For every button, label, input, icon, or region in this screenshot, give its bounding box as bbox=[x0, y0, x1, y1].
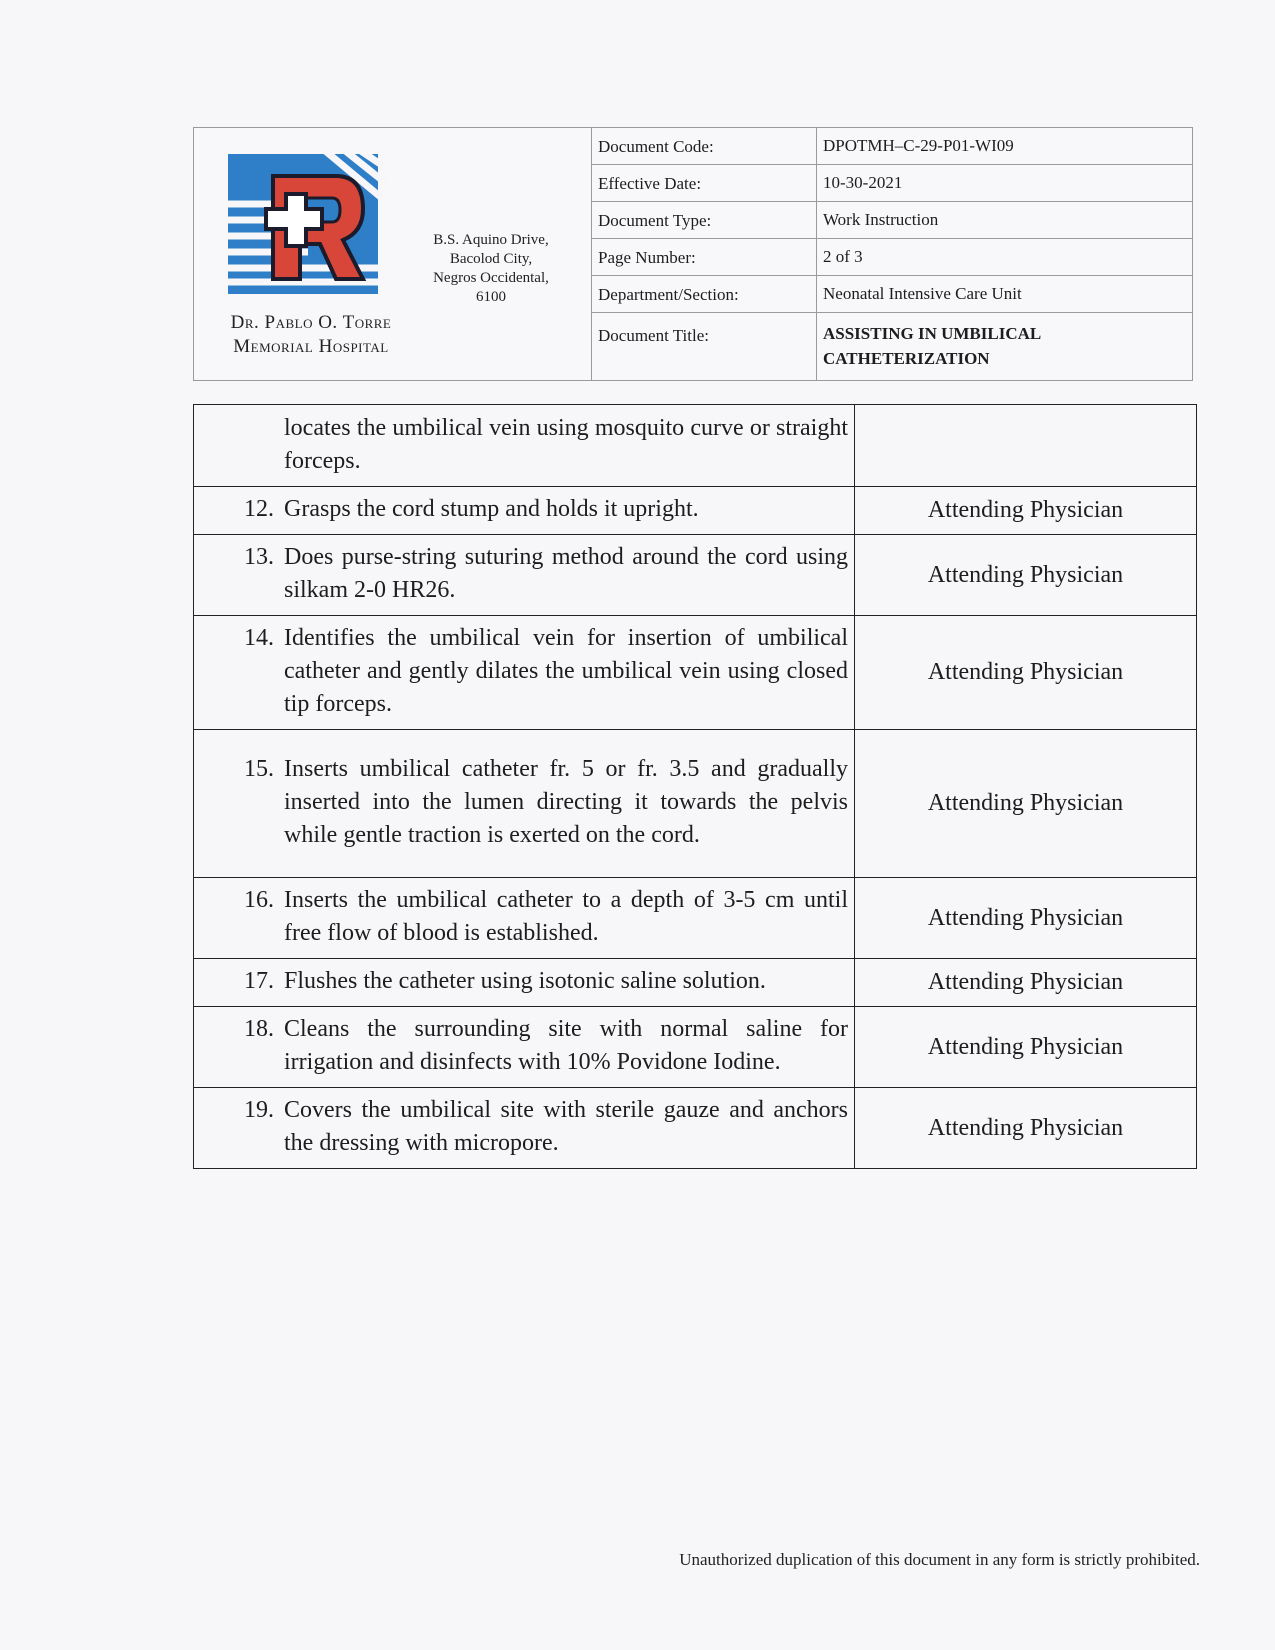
table-row bbox=[194, 487, 1197, 535]
step-text: Inserts the umbilical catheter to a depth of 3-5 cm until free flow of blood is established. bbox=[284, 887, 848, 946]
table-row bbox=[194, 1007, 1197, 1088]
meta-value: 10-30-2021 bbox=[823, 173, 903, 192]
document-meta bbox=[592, 128, 1192, 380]
step-cell bbox=[194, 616, 855, 730]
meta-row-document-type bbox=[592, 202, 1192, 239]
meta-row-department bbox=[592, 276, 1192, 313]
address-line: B.S. Aquino Drive, bbox=[433, 232, 549, 248]
footer-notice: Unauthorized duplication of this document in any form is strictly prohibited. bbox=[679, 1550, 1200, 1569]
meta-label: Effective Date: bbox=[592, 165, 817, 201]
meta-label: Document Type: bbox=[592, 202, 817, 238]
hospital-address bbox=[416, 231, 566, 307]
meta-row-effective-date bbox=[592, 165, 1192, 202]
step bbox=[194, 965, 854, 998]
address-line: Bacolod City, bbox=[449, 251, 533, 267]
table-row bbox=[194, 1088, 1197, 1169]
step bbox=[194, 753, 854, 852]
table-row bbox=[194, 878, 1197, 959]
step-text: Inserts umbilical catheter fr. 5 or fr. 3.5 and gradually inserted into the lumen directing it towards the pelvis while gentle traction is exerted on the cord. bbox=[284, 756, 848, 848]
logo-cell bbox=[194, 128, 592, 380]
step-cell bbox=[194, 1088, 855, 1169]
step bbox=[194, 1094, 854, 1160]
step-number: 16. bbox=[244, 887, 274, 913]
table-row bbox=[194, 616, 1197, 730]
address-line: 6100 bbox=[476, 289, 506, 305]
step-cell bbox=[194, 959, 855, 1007]
meta-label: Department/Section: bbox=[592, 276, 817, 312]
responsible-cell bbox=[855, 405, 1197, 487]
step bbox=[194, 541, 854, 607]
step bbox=[194, 412, 854, 478]
step-number: 14. bbox=[244, 625, 274, 651]
procedure-table bbox=[193, 404, 1197, 1169]
meta-label: Document Title: bbox=[592, 313, 817, 380]
step bbox=[194, 493, 854, 526]
step-text: Covers the umbilical site with sterile gauze and anchors the dressing with micropore. bbox=[284, 1097, 848, 1156]
table-row bbox=[194, 535, 1197, 616]
step-number: 18. bbox=[244, 1016, 274, 1042]
step-cell bbox=[194, 730, 855, 878]
step-cell bbox=[194, 878, 855, 959]
responsible-cell: Attending Physician bbox=[855, 616, 1197, 730]
meta-value: Neonatal Intensive Care Unit bbox=[823, 284, 1022, 303]
step-number: 17. bbox=[244, 968, 274, 994]
step-cell bbox=[194, 405, 855, 487]
hospital-name bbox=[206, 311, 416, 359]
table-row bbox=[194, 959, 1197, 1007]
step-number bbox=[194, 412, 284, 478]
step-number: 15. bbox=[244, 756, 274, 782]
meta-row-document-title bbox=[592, 313, 1192, 380]
responsible-cell: Attending Physician bbox=[855, 1007, 1197, 1088]
step-number: 13. bbox=[244, 544, 274, 570]
responsible-cell: Attending Physician bbox=[855, 878, 1197, 959]
meta-value: 2 of 3 bbox=[823, 247, 863, 266]
step-cell bbox=[194, 487, 855, 535]
step-cell bbox=[194, 535, 855, 616]
table-row bbox=[194, 405, 1197, 487]
step bbox=[194, 884, 854, 950]
responsible-cell: Attending Physician bbox=[855, 487, 1197, 535]
hospital-logo-icon bbox=[228, 154, 388, 304]
meta-label: Document Code: bbox=[592, 128, 817, 164]
hospital-name-line2: Memorial Hospital bbox=[233, 336, 389, 357]
address-line: Negros Occidental, bbox=[433, 270, 549, 286]
meta-row-document-code bbox=[592, 128, 1192, 165]
responsible-cell: Attending Physician bbox=[855, 1088, 1197, 1169]
responsible-cell: Attending Physician bbox=[855, 959, 1197, 1007]
responsible-cell: Attending Physician bbox=[855, 535, 1197, 616]
step-number: 19. bbox=[244, 1097, 274, 1123]
hospital-name-line1: Dr. Pablo O. Torre bbox=[230, 312, 392, 333]
step bbox=[194, 622, 854, 721]
table-row bbox=[194, 730, 1197, 878]
document-header bbox=[193, 127, 1193, 381]
step-text: Does purse-string suturing method around the cord using silkam 2-0 HR26. bbox=[284, 544, 848, 603]
step-text: Identifies the umbilical vein for insertion of umbilical catheter and gently dilates the umbilical vein using closed tip forceps. bbox=[284, 625, 848, 717]
step-text: Cleans the surrounding site with normal saline for irrigation and disinfects with 10% Povidone Iodine. bbox=[284, 1016, 848, 1075]
document-title: ASSISTING IN UMBILICAL CATHETERIZATION bbox=[823, 324, 1041, 368]
meta-value: DPOTMH–C-29-P01-WI09 bbox=[823, 136, 1014, 155]
meta-row-page-number bbox=[592, 239, 1192, 276]
meta-label: Page Number: bbox=[592, 239, 817, 275]
step-text: locates the umbilical vein using mosquito curve or straight forceps. bbox=[284, 414, 848, 474]
meta-value: Work Instruction bbox=[823, 210, 939, 229]
step-text: Flushes the catheter using isotonic saline solution. bbox=[284, 968, 766, 994]
responsible-cell: Attending Physician bbox=[855, 730, 1197, 878]
step-number: 12. bbox=[244, 496, 274, 522]
step-text: Grasps the cord stump and holds it upright. bbox=[284, 496, 699, 522]
step-cell bbox=[194, 1007, 855, 1088]
step bbox=[194, 1013, 854, 1079]
